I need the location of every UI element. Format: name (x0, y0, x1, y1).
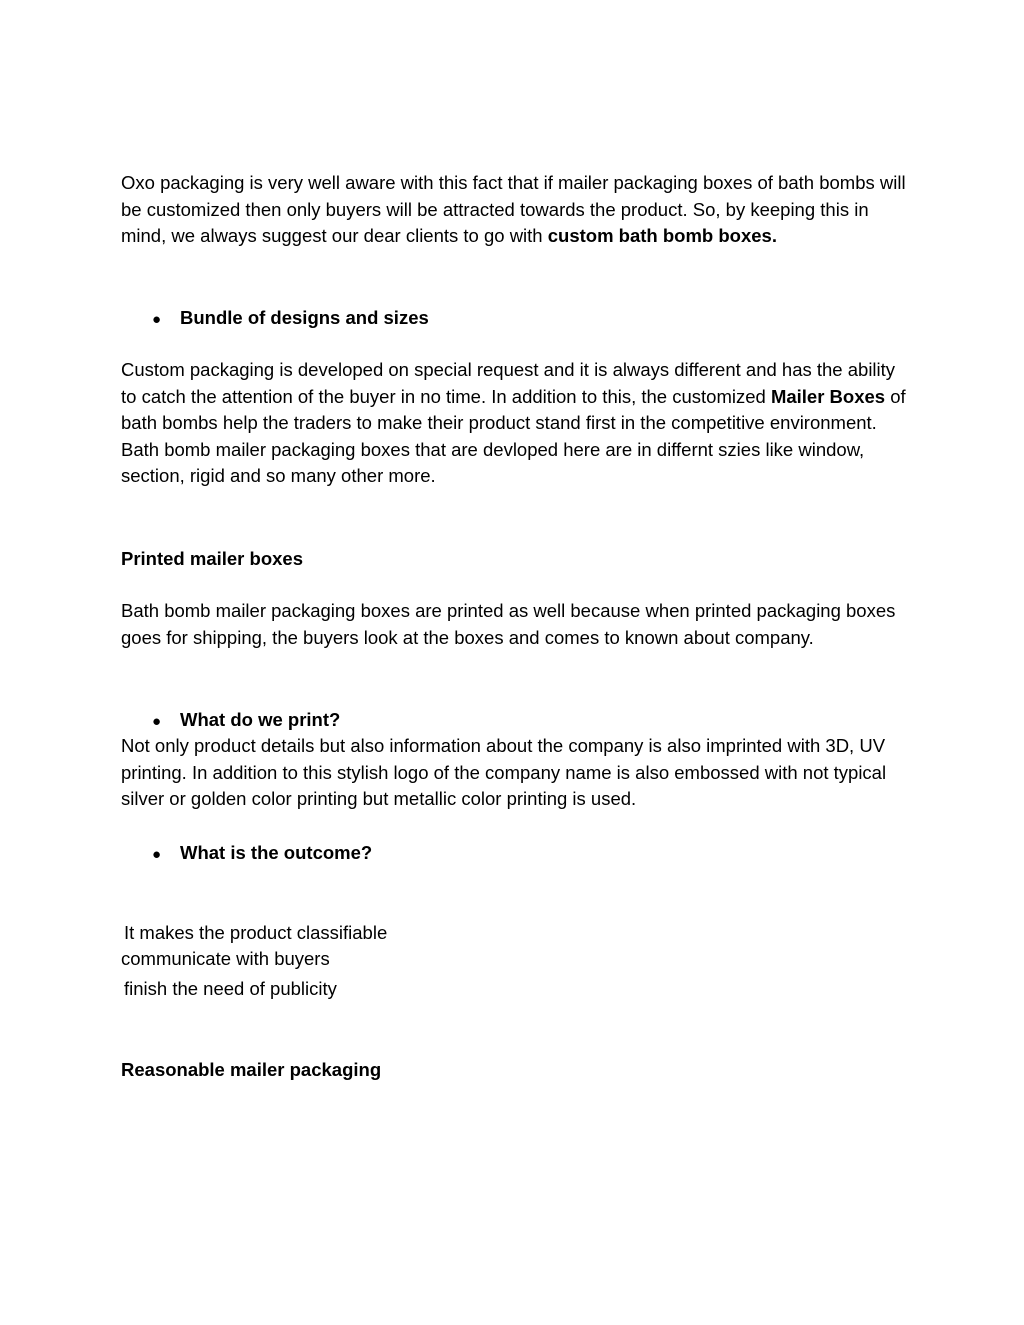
bullet-item-outcome (152, 840, 372, 869)
bullet-icon: ● (152, 311, 162, 328)
heading-printed-mailer-boxes: Printed mailer boxes (121, 548, 303, 569)
bullet-icon: ● (152, 713, 162, 730)
bullet-label: What is the outcome? (180, 842, 373, 863)
para2-text-before: Custom packaging is developed on special request and it is always different and has the ability to catch the attention of the buyer in no time. In addition to this, the customized (121, 359, 896, 407)
bullet-icon: ● (152, 846, 162, 863)
outcome-line: finish the need of publicity (124, 978, 337, 999)
intro-bold-text: custom bath bomb boxes. (547, 225, 777, 246)
printed-boxes-paragraph: Bath bomb mailer packaging boxes are printed as well because when printed packaging boxes goes for shipping, the buyers look at the boxes and comes to known about company. (121, 600, 896, 648)
outcome-line: It makes the product classifiable (124, 922, 388, 943)
bullet-label: What do we print? (180, 709, 341, 730)
intro-paragraph (121, 170, 911, 250)
intro-text: Oxo packaging is very well aware with this fact that if mailer packaging boxes of bath bombs will be customized then only buyers will be attracted towards the product. So, by keeping this in mind, we always suggest our dear clients to go with (121, 172, 906, 246)
para2-text-after: of bath bombs help the traders to make their product stand first in the competitive environment. Bath bomb mailer packaging boxes that are devloped here are in differnt szies like window, section, rigid and so many other more. (121, 385, 906, 486)
para2-bold-text: Mailer Boxes (770, 385, 886, 407)
custom-packaging-paragraph (121, 357, 911, 490)
outcome-line: communicate with buyers (121, 948, 330, 969)
bullet-label: Bundle of designs and sizes (180, 307, 429, 328)
bullet-item-designs (152, 305, 429, 334)
what-print-paragraph: Not only product details but also information about the company is also imprinted with 3D, UV printing. In addition to this stylish logo of the company name is also embossed with not typical silver or golden color printing but metallic color printing is used. (121, 735, 887, 809)
bullet-item-what-print (152, 707, 340, 736)
heading-reasonable-mailer-packaging: Reasonable mailer packaging (121, 1059, 382, 1080)
